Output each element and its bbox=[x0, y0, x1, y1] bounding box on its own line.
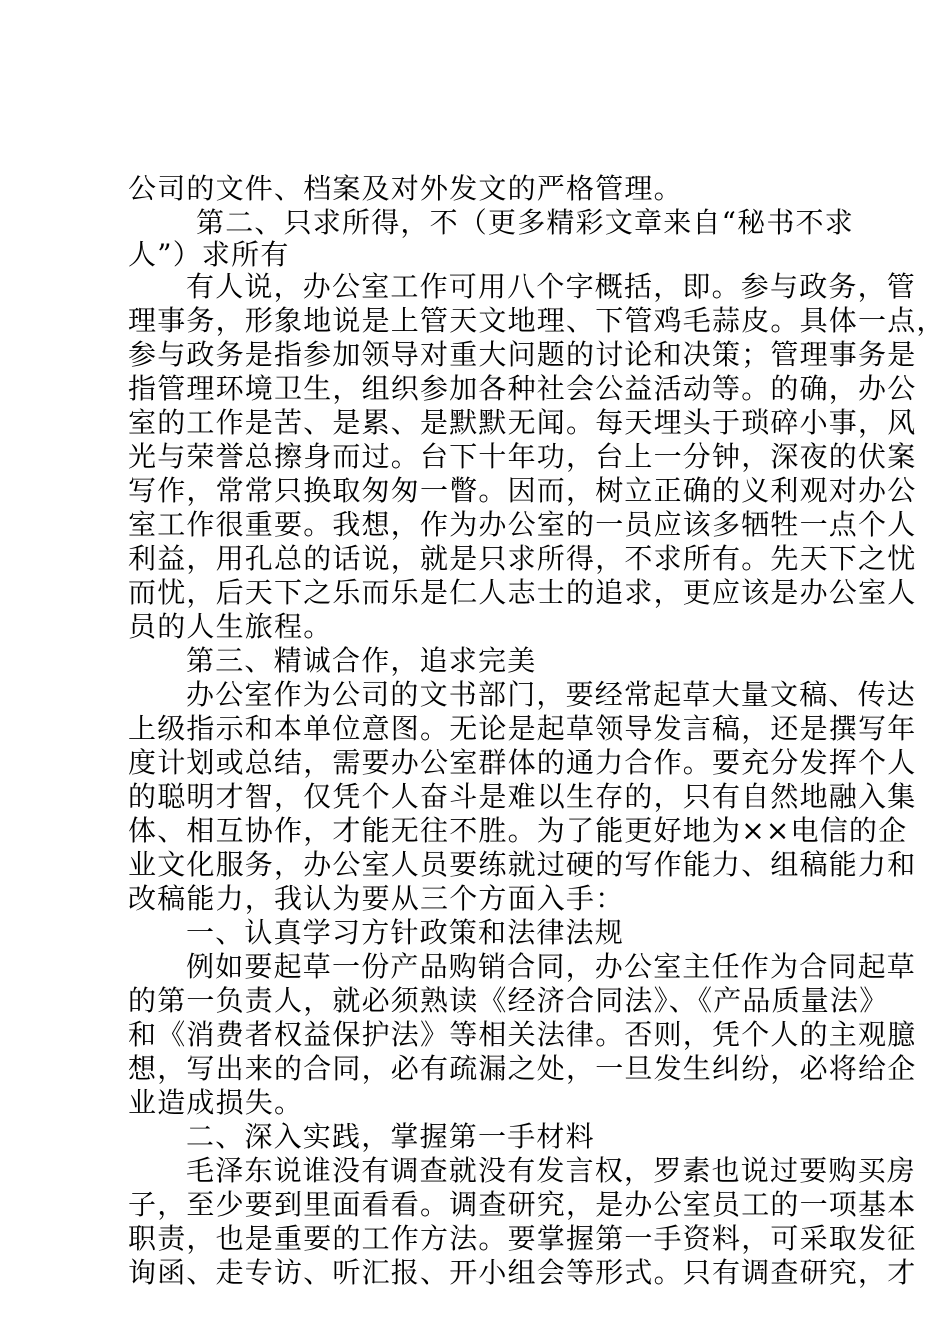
subsection-heading-line: 二、深入实践，掌握第一手材料 bbox=[186, 1120, 595, 1153]
paragraph-line: 职责，也是重要的工作方法。要掌握第一手资料，可采取发征 bbox=[128, 1222, 917, 1255]
paragraph-line: 询函、走专访、听汇报、开小组会等形式。只有调查研究，才 bbox=[128, 1256, 917, 1289]
section-heading-line: 人”）求所有 bbox=[128, 238, 290, 271]
paragraph-line: 员的人生旅程。 bbox=[128, 610, 333, 643]
paragraph-line: 的聪明才智，仅凭个人奋斗是难以生存的，只有自然地融入集 bbox=[128, 780, 917, 813]
paragraph-line: 写作，常常只换取匆匆一瞥。因而，树立正确的义利观对办公 bbox=[128, 474, 917, 507]
paragraph-line: 有人说，办公室工作可用八个字概括，即。参与政务，管 bbox=[186, 270, 917, 303]
paragraph-line: 的第一负责人，就必须熟读《经济合同法》、《产品质量法》 bbox=[128, 984, 889, 1017]
paragraph-line: 和《消费者权益保护法》等相关法律。否则，凭个人的主观臆 bbox=[128, 1018, 917, 1051]
paragraph-line: 指管理环境卫生，组织参加各种社会公益活动等。的确，办公 bbox=[128, 372, 917, 405]
paragraph-line: 例如要起草一份产品购销合同，办公室主任作为合同起草 bbox=[186, 950, 917, 983]
paragraph-line: 理事务，形象地说是上管天文地理、下管鸡毛蒜皮。具体一点， bbox=[128, 304, 946, 337]
paragraph-line: 利益，用孔总的话说，就是只求所得，不求所有。先天下之忧 bbox=[128, 542, 917, 575]
paragraph-line: 子，至少要到里面看看。调查研究，是办公室员工的一项基本 bbox=[128, 1188, 917, 1221]
paragraph-line: 室的工作是苦、是累、是默默无闻。每天埋头于琐碎小事，风 bbox=[128, 406, 917, 439]
paragraph-line: 改稿能力，我认为要从三个方面入手： bbox=[128, 882, 625, 915]
paragraph-line: 公司的文件、档案及对外发文的严格管理。 bbox=[128, 172, 683, 205]
paragraph-line: 业造成损失。 bbox=[128, 1086, 304, 1119]
subsection-heading-line: 一、认真学习方针政策和法律法规 bbox=[186, 916, 625, 949]
paragraph-line: 度计划或总结，需要办公室群体的通力合作。要充分发挥个人 bbox=[128, 746, 917, 779]
paragraph-line: 上级指示和本单位意图。无论是起草领导发言稿，还是撰写年 bbox=[128, 712, 917, 745]
paragraph-line: 光与荣誉总擦身而过。台下十年功，台上一分钟，深夜的伏案 bbox=[128, 440, 917, 473]
section-heading-line: 第三、精诚合作，追求完美 bbox=[186, 644, 537, 677]
paragraph-line: 想，写出来的合同，必有疏漏之处，一旦发生纠纷，必将给企 bbox=[128, 1052, 917, 1085]
paragraph-line: 业文化服务，办公室人员要练就过硬的写作能力、组稿能力和 bbox=[128, 848, 917, 881]
paragraph-line: 参与政务是指参加领导对重大问题的讨论和决策；管理事务是 bbox=[128, 338, 917, 371]
paragraph-line: 体、相互协作，才能无往不胜。为了能更好地为××电信的企 bbox=[128, 814, 908, 847]
paragraph-line: 室工作很重要。我想，作为办公室的一员应该多牺牲一点个人 bbox=[128, 508, 917, 541]
paragraph-line: 毛泽东说谁没有调查就没有发言权，罗素也说过要购买房 bbox=[186, 1154, 917, 1187]
section-heading-line: 第二、只求所得，不（更多精彩文章来自“秘书不求 bbox=[196, 206, 854, 239]
paragraph-line: 办公室作为公司的文书部门，要经常起草大量文稿、传达 bbox=[186, 678, 917, 711]
paragraph-line: 而忧，后天下之乐而乐是仁人志士的追求，更应该是办公室人 bbox=[128, 576, 917, 609]
